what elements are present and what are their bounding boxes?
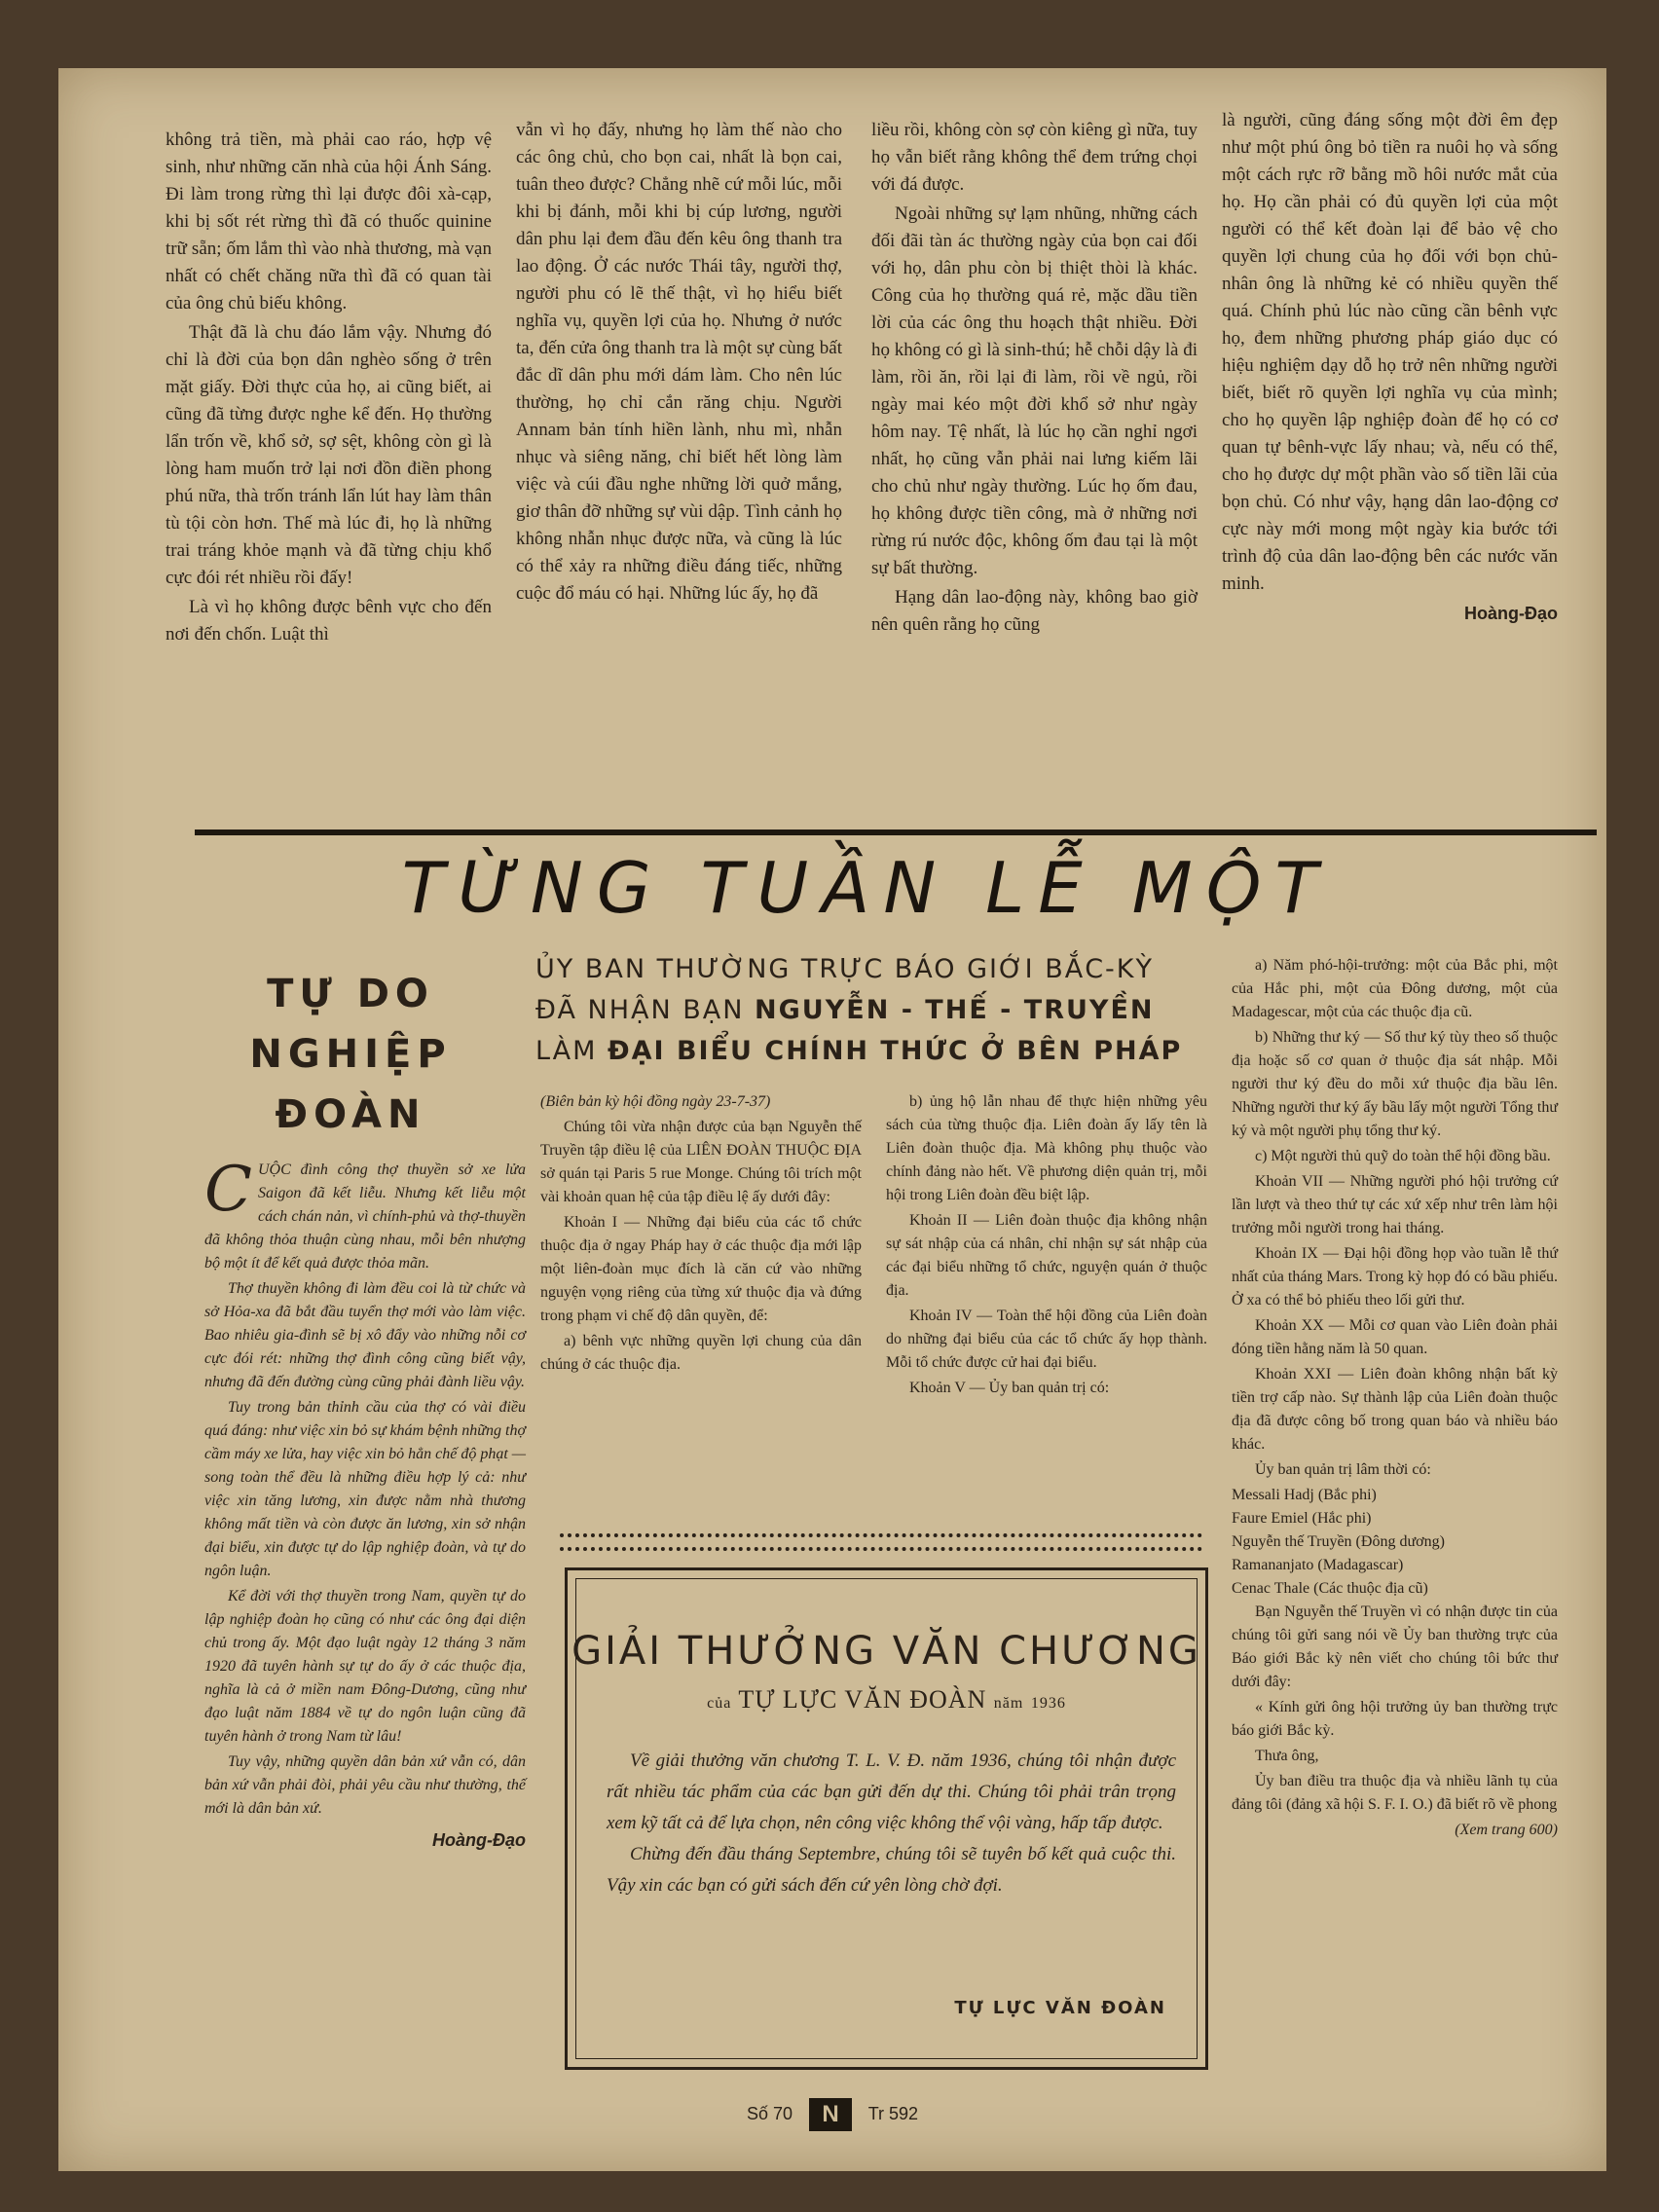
member-item: Ramananjato (Madagascar) — [1232, 1557, 1404, 1573]
section-divider — [195, 830, 1597, 835]
subtitle-text: của — [707, 1695, 732, 1712]
paragraph: Khoản XX — Mỗi cơ quan vào Liên đoàn phải đóng tiền hằng năm là 50 quan. — [1232, 1317, 1558, 1357]
headline-text: ĐÃ NHẬN BẠN — [535, 995, 756, 1025]
box-signature: TỰ LỰC VĂN ĐOÀN — [954, 1998, 1166, 2018]
member-item: Faure Emiel (Hắc phi) — [1232, 1510, 1372, 1527]
headline-name: NGUYỄN - THẾ - TRUYỀN — [755, 995, 1155, 1025]
paragraph: liều rồi, không còn sợ còn kiêng gì nữa, tuy họ vẫn biết rằng không thể đem trứng chọi với đá được. — [871, 120, 1198, 195]
paragraph: « Kính gửi ông hội trưởng ủy ban thường trực báo giới Bắc kỳ. — [1232, 1699, 1558, 1739]
headline-line-3 — [535, 1031, 1217, 1072]
paragraph: Tuy trong bản thỉnh cầu của thợ có vài điều quá đáng: như việc xin bỏ sự khám bệnh những thợ cầm máy xe lửa, hay việc xin bỏ hẳn chế độ phạt — song toàn thể đều là những điều hợp lý cả: như việc xin tăng lương, xin được nằm nhà thương không mất tiền và còn được ăn lương, xin sở nhận đại biểu, xin được tự do lập nghiệp đoàn, và tự do ngôn luận. — [204, 1399, 526, 1579]
member-item: Messali Hadj (Bắc phi) — [1232, 1487, 1377, 1503]
top-column-1 — [166, 127, 492, 650]
paragraph: b) ủng hộ lẫn nhau để thực hiện những yêu sách của từng thuộc địa. Liên đoàn ấy lấy tên là Liên đoàn thuộc địa. Mà không phụ thuộc vào chính đảng nào hết. Về phương diện quản trị, mỗi hội trong Liên đoàn đều biệt lập. — [886, 1093, 1207, 1203]
literary-prize-box — [565, 1567, 1208, 2070]
page-footer — [58, 2098, 1606, 2131]
newspaper-logo-icon: N — [809, 2098, 852, 2131]
paragraph: không trả tiền, mà phải cao ráo, hợp vệ sinh, như những căn nhà của hội Ánh Sáng. Đi làm trong rừng thì lại được đôi xà-cạp, khi bị sốt rét rừng thì đã có thuốc quinine trữ sẵn; ốm lắm thì vào nhà thương, mà vạn nhất có chết chăng nữa thì đã có quan tài của ông chủ biếu không. — [166, 129, 492, 313]
wavy-divider — [560, 1533, 1202, 1551]
paragraph: Thật đã là chu đáo lắm vậy. Nhưng đó chỉ là đời của bọn dân nghèo sống ở trên mặt giấy. Đời thực của họ, ai cũng biết, ai cũng đã từng được nghe kể đến. Họ thường lẩn trốn về, khổ sở, sợ sệt, không còn gì là lòng ham muốn trở lại nơi đồn điền phong phú nữa, thà trốn tránh lẩn lút hay làm thân tù tội còn hơn. Thế mà lúc đi, họ là những trai tráng khỏe mạnh và đã từng chịu khổ cực đói rét nhiều rồi đấy! — [166, 322, 492, 588]
headline-line-1: ỦY BAN THƯỜNG TRỰC BÁO GIỚI BẮC-KỲ — [535, 954, 1154, 984]
paragraph — [204, 1154, 526, 1275]
paragraph: Ủy ban quản trị lâm thời có: — [1255, 1461, 1431, 1478]
paragraph: Kể đời với thợ thuyền trong Nam, quyền tự do lập nghiệp đoàn họ cũng có như các ông đại diện chủ trong ấy. Một đạo luật ngày 12 tháng 3 năm 1920 đã tuyên hành sự tự do ấy ở các thuộc địa, nghĩa là cả ở miền nam Đông-Dương, cũng như đạo luật năm 1884 về tự do ngôn luận cũng đã tuyên hành ở trong Nam từ lâu! — [204, 1588, 526, 1745]
paragraph: Thưa ông, — [1255, 1748, 1319, 1764]
meeting-minutes-date: (Biên bản kỳ hội đồng ngày 23-7-37) — [540, 1093, 771, 1110]
paragraph: Thợ thuyền không đi làm đều coi là từ chức và sở Hỏa-xa đã bắt đầu tuyển thợ mới vào làm việc. Bao nhiêu gia-đình sẽ bị xô đẩy vào những nỗi cơ cực đói rét: những thợ đình công cũng biết vậy, nhưng đã đến đường cùng cũng phải đành liều vậy. — [204, 1280, 526, 1390]
headline-line-2 — [535, 990, 1217, 1031]
paragraph: Là vì họ không được bênh vực cho đến nơi đến chốn. Luật thì — [166, 597, 492, 645]
center-column-a — [540, 1090, 862, 1379]
subtitle-org: TỰ LỰC VĂN ĐOÀN — [738, 1685, 987, 1714]
paragraph: a) bênh vực những quyền lợi chung của dân chúng ở các thuộc địa. — [540, 1333, 862, 1373]
page-number: Tr 592 — [867, 2103, 919, 2123]
paragraph: b) Những thư ký — Số thư ký tùy theo số thuộc địa hoặc số cơ quan ở thuộc địa sát nhập. Mỗi người thư ký đều do mỗi xứ thuộc địa bầu lên. Những người thư ký ấy bầu lấy một người Tổng thư ký và một người phụ tổng thư ký. — [1232, 1029, 1558, 1139]
article-tu-do-nghiep-doan — [204, 1154, 526, 1852]
member-item: Nguyễn thế Truyền (Đông dương) — [1232, 1533, 1445, 1550]
paragraph: Về giải thưởng văn chương T. L. V. Đ. năm 1936, chúng tôi nhận được rất nhiều tác phẩm của các bạn gửi đến dự thi. Chúng tôi phải trân trọng xem kỹ tất cả để lựa chọn, nên công việc không thể vội vàng, hấp tấp được. — [607, 1751, 1176, 1833]
paragraph: Khoản IV — Toàn thể hội đồng của Liên đoàn do những đại biểu của các tổ chức ấy họp thành. Mỗi tổ chức được cử hai đại biểu. — [886, 1308, 1207, 1371]
article-headline-uy-ban — [535, 949, 1217, 1072]
title-line: ĐOÀN — [275, 1092, 426, 1137]
right-column — [1232, 954, 1558, 1842]
box-body — [607, 1746, 1176, 1901]
section-masthead: TỪNG TUẦN LỄ MỘT — [401, 847, 1332, 929]
headline-text: LÀM — [535, 1036, 608, 1066]
member-item: Cenac Thale (Các thuộc địa cũ) — [1232, 1580, 1428, 1597]
paragraph: Khoản VII — Những người phó hội trưởng cứ lần lượt và theo thứ tự các xứ xếp như trên làm hội trưởng mỗi người trong hai tháng. — [1232, 1173, 1558, 1236]
top-column-3 — [871, 117, 1198, 641]
title-line: NGHIỆP — [249, 1032, 452, 1077]
author-signature: Hoàng-Đạo — [432, 1830, 526, 1850]
title-line: TỰ DO — [267, 972, 434, 1016]
drop-cap: C — [204, 1154, 252, 1226]
headline-bold: ĐẠI BIỂU CHÍNH THỨC Ở BÊN PHÁP — [608, 1036, 1183, 1066]
box-title: GIẢI THƯỞNG VĂN CHƯƠNG — [571, 1629, 1201, 1674]
newspaper-page — [58, 68, 1606, 2171]
paragraph: vẫn vì họ đấy, nhưng họ làm thế nào cho các ông chủ, cho bọn cai, nhất là bọn cai, tuân theo được? Chẳng nhẽ cứ mỗi lúc, mỗi khi bị đánh, mỗi khi bị cúp lương, người dân phu lại đem đầu đến kêu ông thanh tra lao động. Ở các nước Thái tây, người thợ, người phu có lẽ thế thật, vì họ hiểu biết nghĩa vụ, quyền lợi của họ. Nhưng ở nước ta, đến cửa ông thanh tra là một sự cùng bất đắc dĩ dân phu mới dám làm. Cho nên lúc thường, họ chỉ cắn răng chịu. Người Annam bản tính hiền lành, nhu mì, nhẫn nhục và siêng năng, chỉ biết hết lòng làm việc và cúi đầu nghe những lời quở mắng, giơ thân đỡ những sự vùi dập. Tình cảnh họ không nhẫn nhục được nữa, và cũng là lúc có thể xảy ra những điều đáng tiếc, những cuộc đổ máu có hại. Những lúc ấy, họ đã — [516, 120, 842, 604]
paragraph: Khoản IX — Đại hội đồng họp vào tuần lễ thứ nhất của tháng Mars. Trong kỳ họp đó có bầu phiếu. Ở xa có thể bỏ phiếu theo lối gửi thư. — [1232, 1245, 1558, 1309]
continued-note: (Xem trang 600) — [1455, 1822, 1558, 1838]
paragraph: Bạn Nguyễn thế Truyền vì có nhận được tin của chúng tôi gửi sang nói về Ủy ban thường trực của Báo giới Bắc kỳ nên viết cho chúng tôi bức thư dưới đây: — [1232, 1604, 1558, 1690]
top-column-4 — [1222, 107, 1558, 627]
paragraph: Khoản V — Ủy ban quản trị có: — [909, 1380, 1110, 1396]
author-signature: Hoàng-Đạo — [1464, 604, 1558, 623]
subtitle-year: 1936 — [1030, 1695, 1066, 1712]
paragraph: Ủy ban điều tra thuộc địa và nhiều lãnh tụ của đảng tôi (đảng xã hội S. F. I. O.) đã biết rõ về phong — [1232, 1773, 1558, 1813]
center-column-b — [886, 1090, 1207, 1402]
subtitle-text: năm — [993, 1695, 1024, 1712]
top-column-2 — [516, 117, 842, 609]
paragraph: Chừng đến đầu tháng Septembre, chúng tôi sẽ tuyên bố kết quả cuộc thi. Vậy xin các bạn có gửi sách đến cứ yên lòng chờ đợi. — [607, 1844, 1176, 1896]
paragraph: Khoản II — Liên đoàn thuộc địa không nhận sự sát nhập của cá nhân, chỉ nhận sự sát nhập của các đại biểu những tổ chức, nguyện quán ở thuộc địa. — [886, 1212, 1207, 1299]
article-title-tu-do-nghiep-doan — [195, 964, 506, 1145]
paragraph: Hạng dân lao-động này, không bao giờ nên quên rằng họ cũng — [871, 587, 1198, 635]
paragraph: Khoản XXI — Liên đoàn không nhận bất kỳ tiền trợ cấp nào. Sự thành lập của Liên đoàn thuộc địa đã được công bố trong quan báo và nhiều báo khác. — [1232, 1366, 1558, 1453]
paragraph: Chúng tôi vừa nhận được của bạn Nguyễn thế Truyền tập điều lệ của LIÊN ĐOÀN THUỘC ĐỊA sở quán tại Paris 5 rue Monge. Chúng tôi trích một vài khoản quan hệ của tập điều lệ ấy dưới đây: — [540, 1119, 862, 1205]
paragraph: Ngoài những sự lạm nhũng, những cách đối đãi tàn ác thường ngày của bọn cai đối với họ, dân phu còn bị thiệt thòi là khác. Công của họ thường quá rẻ, mặc dầu tiền lời của các ông thu hoạch thật nhiều. Đời họ không có gì là sinh-thú; hễ chỗi dậy là đi làm, rồi ăn, rồi lại đi làm, rồi về ngủ, rồi ngày mai kéo một đời khổ sở như ngày hôm nay. Tệ nhất, là lúc họ cần nghỉ ngơi nhất, họ cũng vẫn phải nai lưng kiếm lãi cho chủ như ngày thường. Lúc họ ốm đau, họ không được tiền công, mà ở những nơi rừng rú nước độc, không ốm đau tại là một sự bất thường. — [871, 203, 1198, 578]
paragraph: Tuy vậy, những quyền dân bản xứ vẫn có, dân bản xứ vẫn phải đòi, phải yêu cầu như thường, thế mới là dân bản xứ. — [204, 1753, 526, 1817]
paragraph: là người, cũng đáng sống một đời êm đẹp như một phú ông bỏ tiền ra nuôi họ và sống một cách rực rỡ bằng mồ hôi nước mắt của họ. Họ cần phải có đủ quyền lợi của một người có thể kết đoàn lại để bảo vệ cho quyền lợi chung của họ đối với bọn chủ-nhân ông là những kẻ có nhiều quyền thế quá. Chính phủ lúc nào cũng cần bênh vực họ, đem những phương pháp giáo dục có hiệu nghiệm dạy dỗ họ trở nên những người biết, biết rõ quyền lợi nghĩa vụ của mình; cho họ quyền lập nghiệp đoàn để họ có cơ quan tự bênh-vực lấy nhau; và, nếu có thể, cho họ được dự một phần vào số tiền lãi của bọn chủ. Có như vậy, hạng dân lao-động cơ cực này mới mong một ngày kia bước tới trình độ của dân lao-động bên các nước văn minh. — [1222, 110, 1558, 594]
paragraph: Khoản I — Những đại biểu của các tổ chức thuộc địa ở ngay Pháp hay ở các thuộc địa mới lập một liên-đoàn mục đích là căn cứ vào những nguyện vọng riêng của từng xứ thuộc địa và đứng trong phạm vi chế độ dân quyền, để: — [540, 1214, 862, 1324]
paragraph-text: UỘC đình công thợ thuyền sở xe lửa Saigon đã kết liễu. Nhưng kết liễu một cách chán nản, vì chính-phủ và thợ-thuyền đã không thỏa thuận cùng nhau, mỗi bên nhượng bộ một ít để kết quả được thỏa mãn. — [204, 1161, 526, 1272]
box-subtitle — [568, 1685, 1205, 1714]
paragraph: c) Một người thủ quỹ do toàn thể hội đồng bầu. — [1255, 1148, 1551, 1164]
issue-number: Số 70 — [746, 2103, 793, 2123]
paragraph: a) Năm phó-hội-trưởng: một của Bắc phi, một của Hắc phi, một của Đông dương, một của Madagescar, một của các thuộc địa cũ. — [1232, 957, 1558, 1020]
member-list — [1232, 1484, 1558, 1601]
